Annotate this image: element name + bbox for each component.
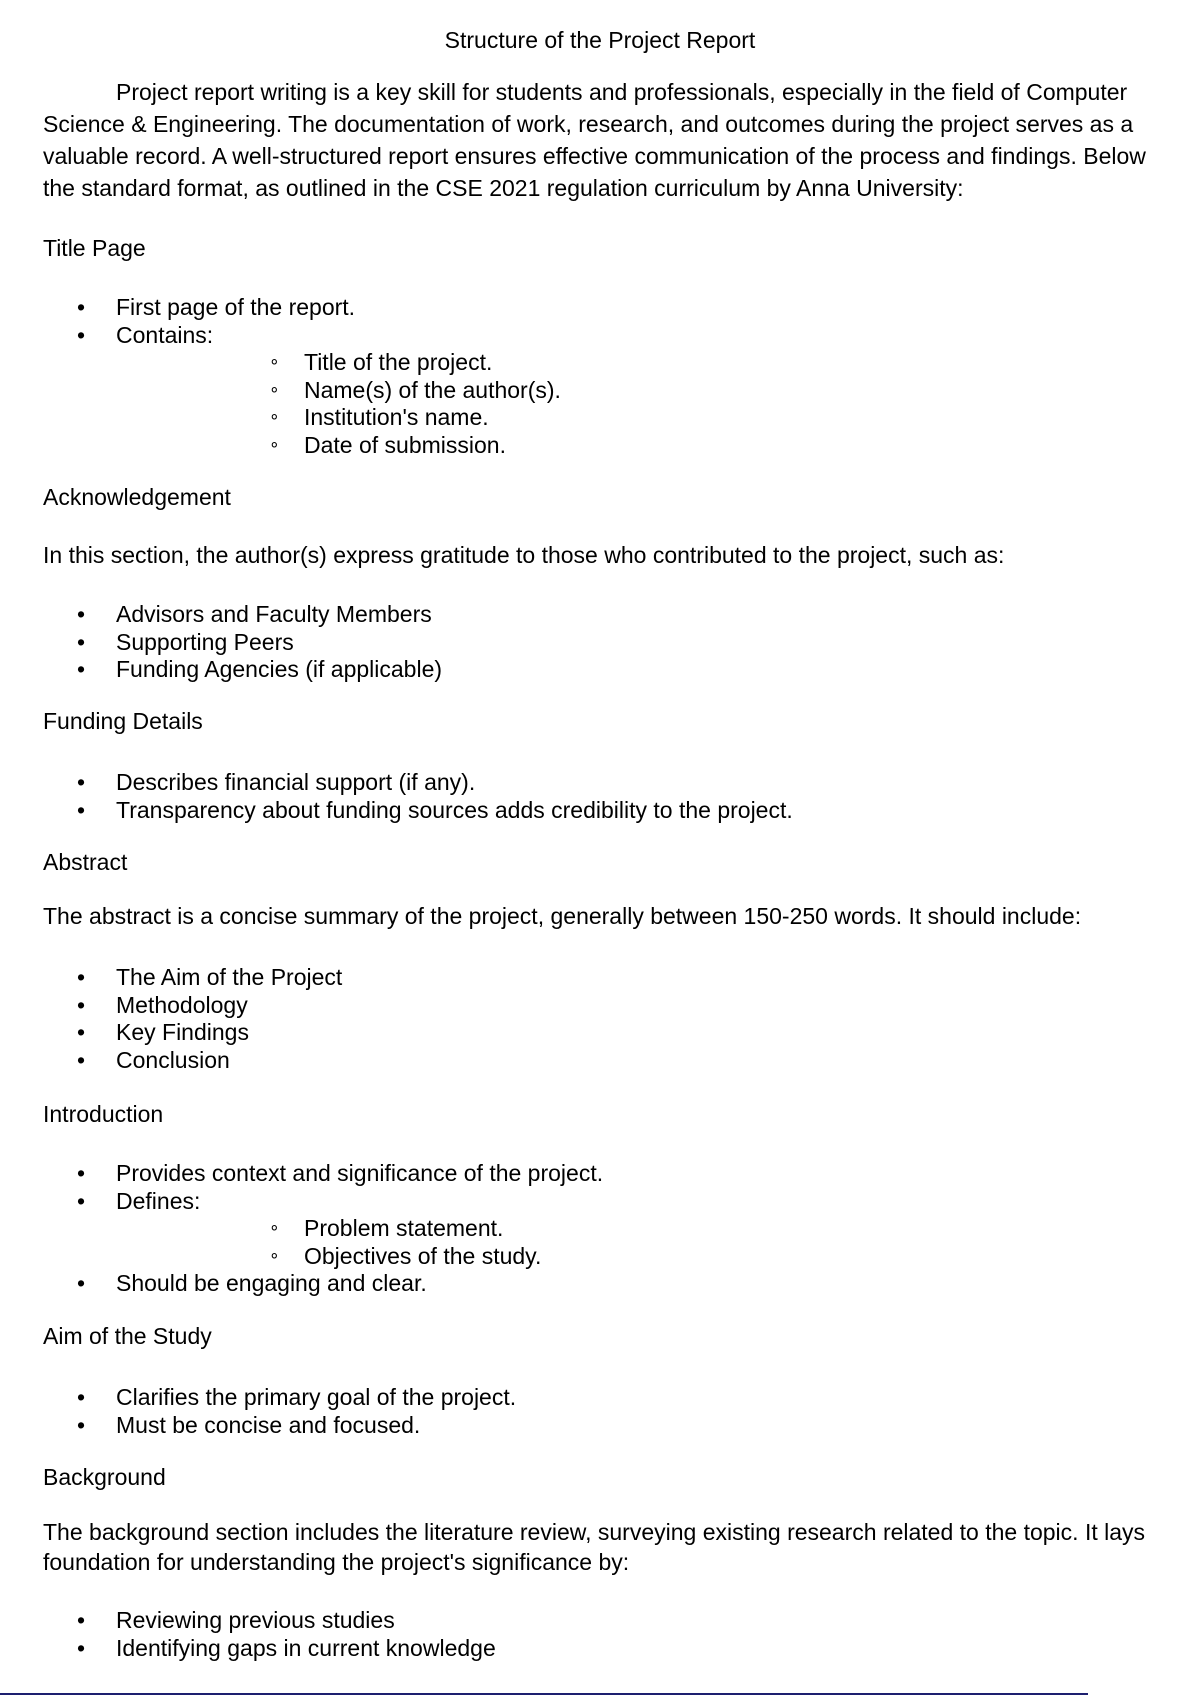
intro-line: Science & Engineering. The documentation of work, research, and outcomes during the project serves as a (43, 111, 1134, 137)
acknowledgement-list (0, 601, 1200, 684)
intro-line: the standard format, as outlined in the CSE 2021 regulation curriculum by Anna University: (43, 175, 964, 201)
hollow-bullet-icon: ∘ (269, 352, 280, 371)
hollow-bullet-icon: ∘ (269, 434, 280, 454)
bullet-icon: • (77, 1384, 86, 1410)
bullet-icon: • (77, 1634, 86, 1661)
list-item: • Contains: ∘ Title of the project. ∘ Name(s) of the author(s). ∘ Institution's name. ∘ Date of submission. (0, 322, 1200, 460)
introduction-list (0, 1160, 1200, 1298)
sub-list-item: ∘ Objectives of the study. (269, 1242, 542, 1269)
bullet-icon: • (77, 1046, 86, 1073)
sub-list-item: ∘ Name(s) of the author(s). (269, 376, 561, 403)
sub-list-item: ∘ Institution's name. (269, 404, 489, 430)
hollow-bullet-icon: ∘ (269, 379, 280, 399)
section-heading-funding: Funding Details (43, 708, 203, 734)
funding-list (0, 769, 1200, 824)
bullet-icon: • (77, 1187, 86, 1214)
list-item: • Conclusion (77, 1046, 230, 1073)
hollow-bullet-icon: ∘ (269, 1218, 280, 1237)
list-item: • Provides context and significance of the project. (77, 1160, 604, 1186)
section-heading-acknowledgement: Acknowledgement (43, 484, 231, 510)
section-heading-aim: Aim of the Study (43, 1323, 212, 1349)
introduction-sublist (116, 1215, 1200, 1270)
list-item: • First page of the report. (77, 294, 356, 320)
hollow-bullet-icon: ∘ (269, 407, 280, 426)
bullet-icon: • (77, 769, 86, 795)
section-heading-abstract: Abstract (43, 849, 128, 875)
list-item: • Must be concise and focused. (77, 1411, 421, 1438)
abstract-text: The abstract is a concise summary of the project, generally between 150-250 words. It should include: (43, 903, 1082, 929)
list-item: • Methodology (77, 991, 248, 1018)
bullet-icon: • (77, 628, 86, 655)
section-heading-title-page: Title Page (43, 235, 146, 261)
sub-list-item: ∘ Title of the project. (269, 349, 493, 375)
list-item: • Advisors and Faculty Members (77, 601, 432, 627)
sub-list-item: ∘ Problem statement. (269, 1215, 504, 1241)
list-item: • Should be engaging and clear. (77, 1270, 427, 1296)
list-item: • Key Findings (77, 1019, 249, 1045)
page-title: Structure of the Project Report (444, 27, 756, 53)
bullet-icon: • (77, 1019, 86, 1045)
hollow-bullet-icon: ∘ (269, 1245, 280, 1265)
bullet-icon: • (77, 321, 86, 348)
bullet-icon: • (77, 1411, 86, 1438)
list-item: • Funding Agencies (if applicable) (77, 656, 443, 682)
intro-line: Project report writing is a key skill for students and professionals, especially in the field of Computer (116, 79, 1128, 105)
sub-list-item: ∘ Date of submission. (269, 431, 506, 458)
title-page-sublist (116, 349, 1200, 459)
acknowledgement-text: In this section, the author(s) express gratitude to those who contributed to the project, such as: (43, 542, 1005, 568)
list-item: • Supporting Peers (77, 628, 294, 655)
intro-line: valuable record. A well-structured report ensures effective communication of the process and findings. Below (43, 143, 1146, 169)
bullet-icon: • (77, 964, 86, 990)
section-heading-background: Background (43, 1464, 166, 1490)
aim-list (0, 1384, 1200, 1439)
bullet-icon: • (77, 1160, 86, 1186)
bullet-icon: • (77, 1270, 86, 1296)
background-list (0, 1607, 1200, 1662)
title-page-list (0, 294, 1200, 459)
bullet-icon: • (77, 796, 86, 823)
background-text: The background section includes the literature review, surveying existing research related to the topic. It lays foundation for understanding the project's significance by: (43, 1519, 1146, 1575)
list-item: • Clarifies the primary goal of the project. (77, 1384, 517, 1410)
list-item: • Defines: ∘ Problem statement. ∘ Objectives of the study. (0, 1188, 1200, 1271)
list-item: • Reviewing previous studies (77, 1607, 395, 1633)
bullet-icon: • (77, 294, 86, 320)
bullet-icon: • (77, 601, 86, 627)
abstract-list (0, 964, 1200, 1074)
bullet-icon: • (77, 656, 86, 682)
footer-divider (0, 1693, 1088, 1695)
bullet-icon: • (77, 991, 86, 1018)
section-heading-introduction: Introduction (43, 1101, 164, 1127)
list-item: • Identifying gaps in current knowledge (77, 1634, 496, 1661)
intro-paragraph (43, 76, 1200, 204)
list-item: • Describes financial support (if any). (77, 769, 476, 795)
bullet-icon: • (77, 1607, 86, 1633)
list-item: • Transparency about funding sources adds credibility to the project. (77, 796, 793, 823)
list-item: • The Aim of the Project (77, 964, 343, 990)
